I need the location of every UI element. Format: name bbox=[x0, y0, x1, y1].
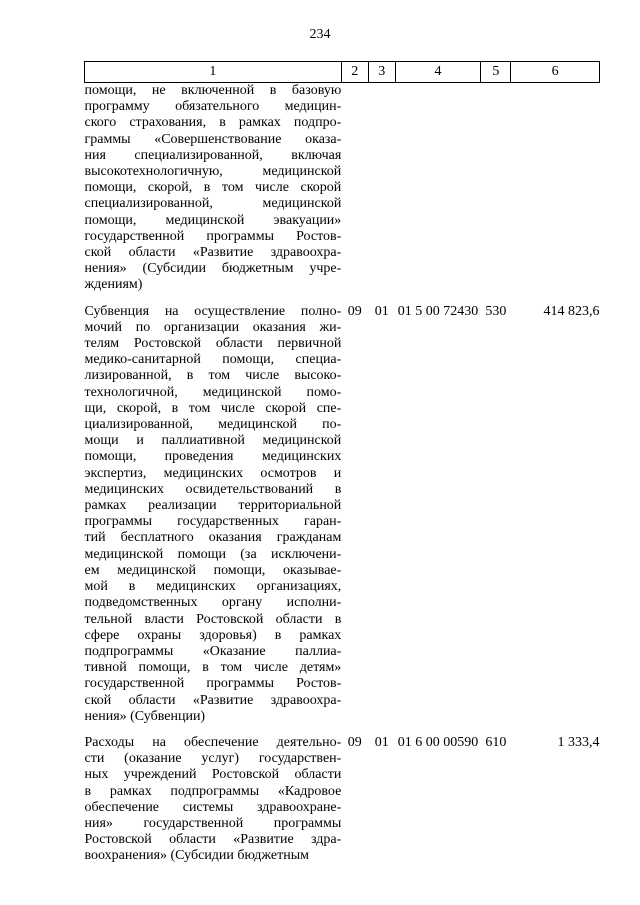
row-target-article: 01 5 00 72430 bbox=[397, 303, 479, 319]
description-line: воохранения» (Субсидии бюджетным bbox=[84, 848, 309, 864]
table-row bbox=[85, 725, 600, 865]
header-col-5: 5 bbox=[481, 62, 511, 83]
row-amount: 1 333,4 bbox=[557, 734, 600, 750]
description-line: рамках реализации территориальной bbox=[84, 498, 342, 514]
description-line: щи, скорой, в том числе скорой спе- bbox=[84, 400, 342, 416]
header-row bbox=[85, 62, 600, 83]
description-line: программу обязательного медицин- bbox=[84, 99, 342, 115]
row-expense-type: 610 bbox=[485, 734, 507, 750]
row-description bbox=[85, 294, 342, 725]
description-line: ния специализированной, включая bbox=[84, 147, 342, 163]
description-line: тивной помощи, в том числе детям» bbox=[84, 660, 342, 676]
description-line: помощи, скорой, в том числе скорой bbox=[84, 180, 342, 196]
description-line: циализированной, медицинской по- bbox=[84, 417, 342, 433]
row-amount: 414 823,6 bbox=[543, 303, 600, 319]
description-line: программы государственных гаран- bbox=[84, 514, 342, 530]
table-row bbox=[85, 294, 600, 725]
description-line: мощи и паллиативной медицинской bbox=[84, 433, 342, 449]
header-col-2: 2 bbox=[341, 62, 368, 83]
header-col-1: 1 bbox=[85, 62, 342, 83]
page-number: 234 bbox=[309, 27, 331, 42]
row-target-article: 01 6 00 00590 bbox=[397, 734, 479, 750]
description-line: подпрограммы «Оказание паллиа- bbox=[84, 643, 342, 659]
description-line: медицинских освидетельствований в bbox=[84, 481, 342, 497]
description-line: тельной власти Ростовской области в bbox=[84, 611, 342, 627]
table-row bbox=[85, 83, 600, 294]
description-line: государственной программы Ростов- bbox=[84, 228, 342, 244]
row-description bbox=[85, 725, 342, 865]
description-line: ского страхования, в рамках подпро- bbox=[84, 115, 342, 131]
description-line: ния» государственной программы bbox=[84, 815, 342, 831]
description-line: нения» (Субсидии бюджетным учре- bbox=[84, 261, 342, 277]
description-line: нения» (Субвенции) bbox=[84, 708, 206, 724]
row-target-article bbox=[395, 83, 481, 294]
header-col-6: 6 bbox=[511, 62, 600, 83]
description-line: экспертиз, медицинских осмотров и bbox=[84, 465, 342, 481]
description-line: Расходы на обеспечение деятельно- bbox=[84, 734, 342, 750]
description-line: в рамках подпрограммы «Кадровое bbox=[84, 783, 342, 799]
description-line: мочий по организации оказания жи- bbox=[84, 319, 342, 335]
description-line: высокотехнологичную, медицинской bbox=[84, 164, 342, 180]
row-section bbox=[341, 83, 368, 294]
row-subsection: 01 bbox=[374, 734, 389, 750]
description-line: специализированной, медицинской bbox=[84, 196, 342, 212]
description-line: сфере охраны здоровья) в рамках bbox=[84, 627, 342, 643]
row-section: 09 bbox=[347, 303, 362, 319]
row-amount bbox=[511, 83, 600, 294]
description-line: помощи, медицинской эвакуации» bbox=[84, 212, 342, 228]
row-subsection bbox=[368, 83, 395, 294]
description-line: сти (оказание услуг) государствен- bbox=[84, 751, 342, 767]
description-line: лизированной, в том числе высоко- bbox=[84, 368, 342, 384]
description-line: обеспечение системы здравоохране- bbox=[84, 799, 342, 815]
header-col-3: 3 bbox=[368, 62, 395, 83]
description-line: подведомственных органу исполни- bbox=[84, 595, 342, 611]
description-line: медицинской помощи (за исключени- bbox=[84, 546, 342, 562]
row-expense-type bbox=[481, 83, 511, 294]
row-section: 09 bbox=[347, 734, 362, 750]
description-line: ждениям) bbox=[84, 277, 143, 293]
description-line: государственной программы Ростов- bbox=[84, 676, 342, 692]
description-line: телям Ростовской области первичной bbox=[84, 336, 342, 352]
description-line: ных учреждений Ростовской области bbox=[84, 767, 342, 783]
row-description bbox=[85, 83, 342, 294]
description-line: мой в медицинских организациях, bbox=[84, 579, 342, 595]
description-line: помощи, не включенной в базовую bbox=[84, 83, 342, 98]
description-line: тий бесплатного оказания гражданам bbox=[84, 530, 342, 546]
description-line: ем медицинской помощи, оказывае- bbox=[84, 562, 342, 578]
description-line: граммы «Совершенствование оказа- bbox=[84, 131, 342, 147]
description-line: ской области «Развитие здравоохра- bbox=[84, 692, 342, 708]
description-line: технологичной, медицинской помо- bbox=[84, 384, 342, 400]
description-line: медико-санитарной помощи, специа- bbox=[84, 352, 342, 368]
description-line: Субвенция на осуществление полно- bbox=[84, 303, 342, 319]
description-line: Ростовской области «Развитие здра- bbox=[84, 832, 342, 848]
description-line: ской области «Развитие здравоохра- bbox=[84, 245, 342, 261]
header-col-4: 4 bbox=[395, 62, 481, 83]
row-subsection: 01 bbox=[374, 303, 389, 319]
budget-table bbox=[84, 61, 600, 865]
description-line: помощи, проведения медицинских bbox=[84, 449, 342, 465]
row-expense-type: 530 bbox=[485, 303, 507, 319]
